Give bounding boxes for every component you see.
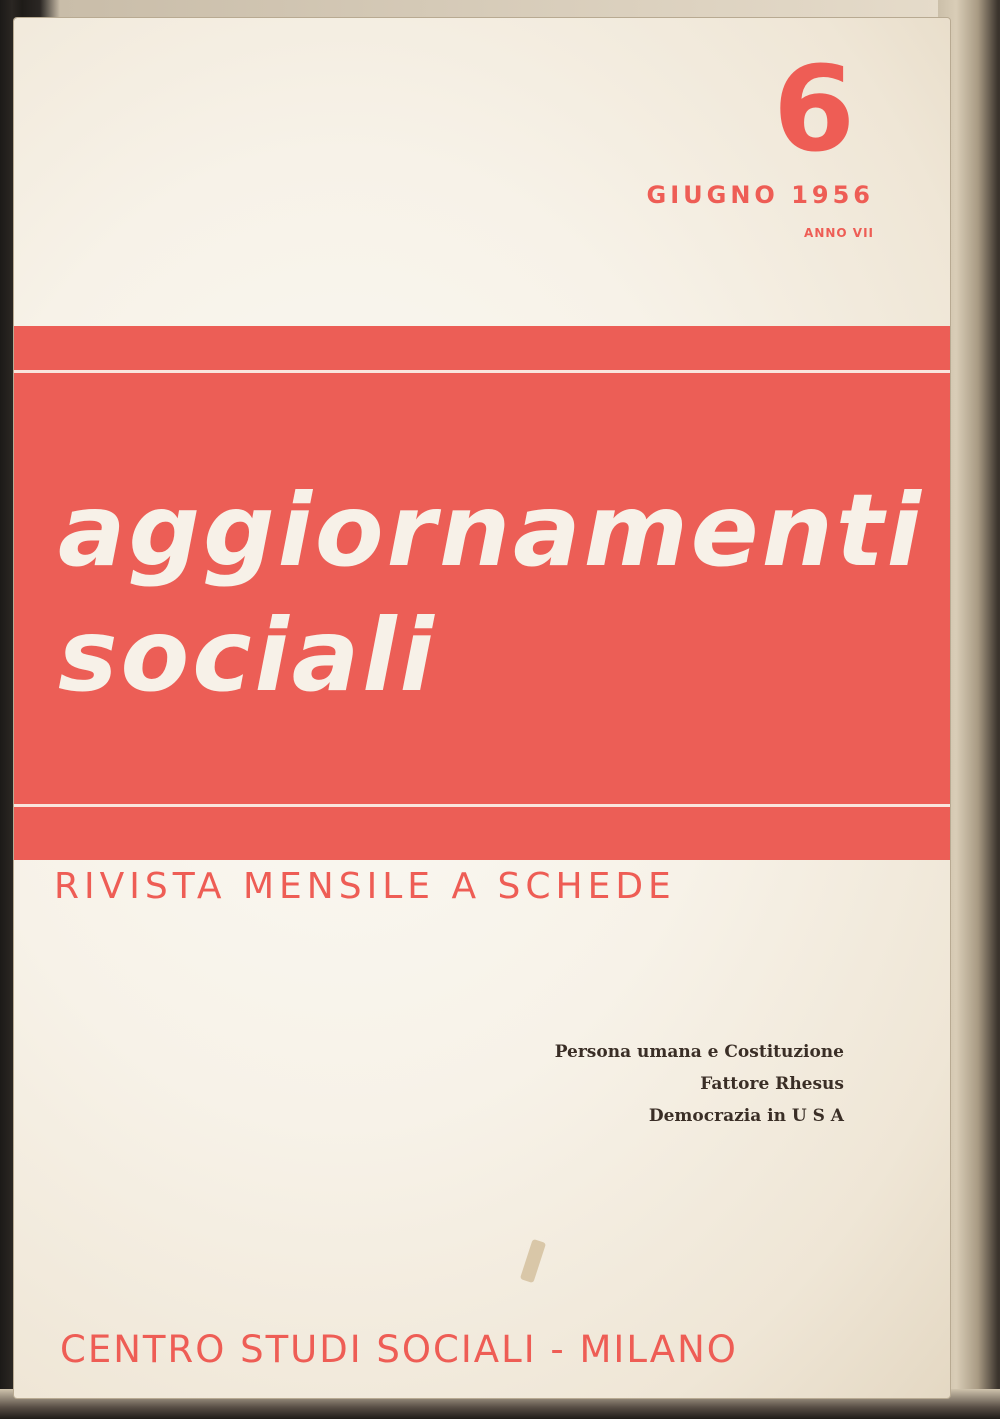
paper-stain (520, 1239, 546, 1283)
magazine-title-line-1: aggiornamenti (58, 472, 924, 589)
magazine-cover (14, 18, 950, 1398)
magazine-title-line-2: sociali (58, 597, 437, 714)
band-bottom-rule (14, 804, 950, 807)
contents-list (434, 1036, 844, 1132)
contents-item: Fattore Rhesus (700, 1074, 844, 1094)
magazine-subtitle: RIVISTA MENSILE A SCHEDE (54, 866, 676, 907)
publisher-line: CENTRO STUDI SOCIALI - MILANO (60, 1328, 738, 1371)
contents-item: Persona umana e Costituzione (554, 1042, 844, 1062)
issue-year: ANNO VII (804, 226, 874, 240)
issue-number: 6 (772, 40, 856, 178)
issue-date: GIUGNO 1956 (646, 181, 874, 209)
contents-item: Democrazia in U S A (648, 1106, 844, 1126)
band-top-rule (14, 370, 950, 373)
title-band (14, 326, 950, 860)
